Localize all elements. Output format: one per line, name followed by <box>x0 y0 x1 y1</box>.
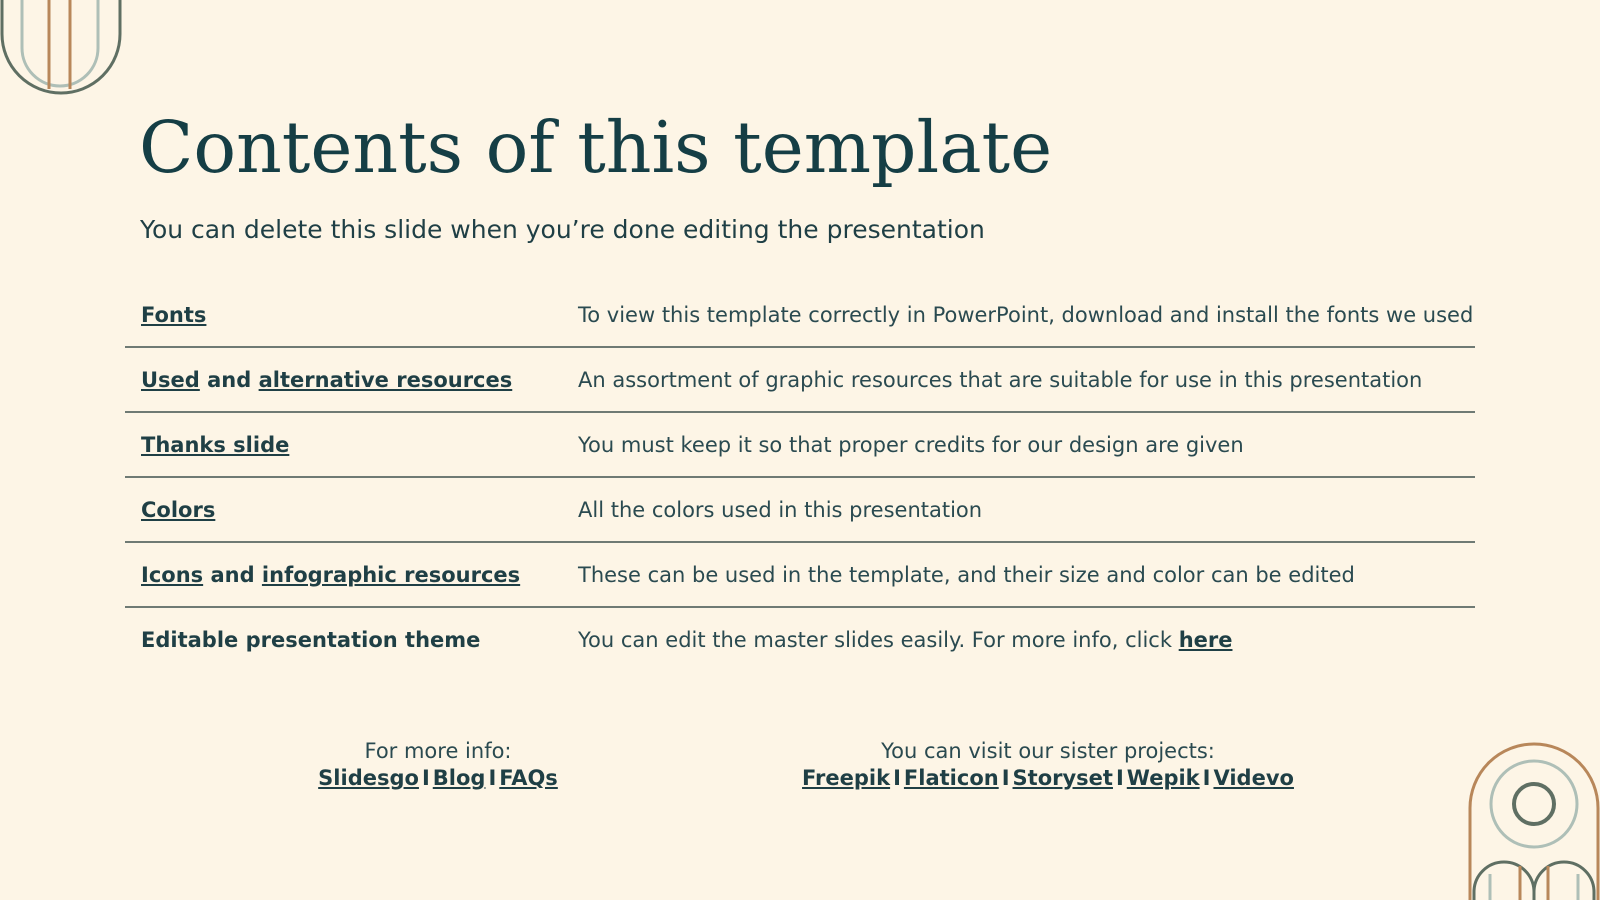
table-row <box>125 348 1475 413</box>
link-flaticon[interactable]: Flaticon <box>903 766 999 790</box>
link-thanks-slide[interactable]: Thanks slide <box>141 432 290 457</box>
link-colors[interactable]: Colors <box>141 497 216 522</box>
link-blog[interactable]: Blog <box>432 766 486 790</box>
row-description-text: These can be used in the template, and their size and color can be edited <box>578 562 1355 587</box>
link-separator: I <box>421 766 430 790</box>
sister-projects-block <box>748 738 1348 792</box>
link-freepik[interactable]: Freepik <box>802 766 891 790</box>
page-title: Contents of this template <box>139 106 1053 189</box>
link-fonts[interactable]: Fonts <box>141 302 207 327</box>
row-description <box>578 628 1232 652</box>
link-videvo[interactable]: Videvo <box>1213 766 1294 790</box>
link-infographic-resources[interactable]: infographic resources <box>261 562 521 587</box>
row-description <box>578 498 982 522</box>
link-faqs[interactable]: FAQs <box>499 766 558 790</box>
row-label <box>125 563 578 587</box>
sister-projects-label: You can visit our sister projects: <box>881 739 1215 763</box>
row-description <box>578 368 1422 392</box>
row-label <box>125 628 578 652</box>
row-description-text: All the colors used in this presentation <box>578 497 983 522</box>
link-separator: I <box>488 766 497 790</box>
table-row <box>125 283 1475 348</box>
table-row <box>125 543 1475 608</box>
link-used[interactable]: Used <box>141 367 200 392</box>
link-separator: I <box>1001 766 1010 790</box>
more-info-label: For more info: <box>364 739 512 763</box>
row-label <box>125 498 578 522</box>
more-info-block <box>238 738 638 792</box>
link-storyset[interactable]: Storyset <box>1012 766 1113 790</box>
more-info-links <box>238 765 638 792</box>
row-description <box>578 433 1244 457</box>
link-separator: I <box>1115 766 1124 790</box>
link-here[interactable]: here <box>1178 627 1233 652</box>
table-row <box>125 413 1475 478</box>
link-alternative-resources[interactable]: alternative resources <box>258 367 513 392</box>
row-label-text: Editable presentation theme <box>141 627 481 652</box>
link-separator: I <box>893 766 901 790</box>
sister-projects-links <box>748 765 1348 792</box>
table-row <box>125 478 1475 543</box>
row-description-text: An assortment of graphic resources that are suitable for use in this presentation <box>578 367 1423 392</box>
row-description <box>578 303 1473 327</box>
page-subtitle: You can delete this slide when you’re done editing the presentation <box>140 215 985 244</box>
link-separator: I <box>1202 766 1211 790</box>
link-slidesgo[interactable]: Slidesgo <box>318 766 419 790</box>
link-icons[interactable]: Icons <box>141 562 204 587</box>
row-label-text: and <box>203 562 262 587</box>
row-description-text: You must keep it so that proper credits for our design are given <box>578 432 1244 457</box>
decorative-circles-bottom-right <box>1468 734 1600 900</box>
row-label <box>125 368 578 392</box>
row-description <box>578 563 1355 587</box>
row-description-text: You can edit the master slides easily. For more info, click <box>578 627 1179 652</box>
row-label <box>125 303 578 327</box>
row-label <box>125 433 578 457</box>
row-label-text: and <box>199 367 259 392</box>
table-row <box>125 608 1475 671</box>
link-wepik[interactable]: Wepik <box>1126 766 1200 790</box>
decorative-arch-top-left <box>0 0 130 100</box>
row-description-text: To view this template correctly in PowerPoint, download and install the fonts we used <box>578 302 1474 327</box>
contents-table <box>125 283 1475 671</box>
